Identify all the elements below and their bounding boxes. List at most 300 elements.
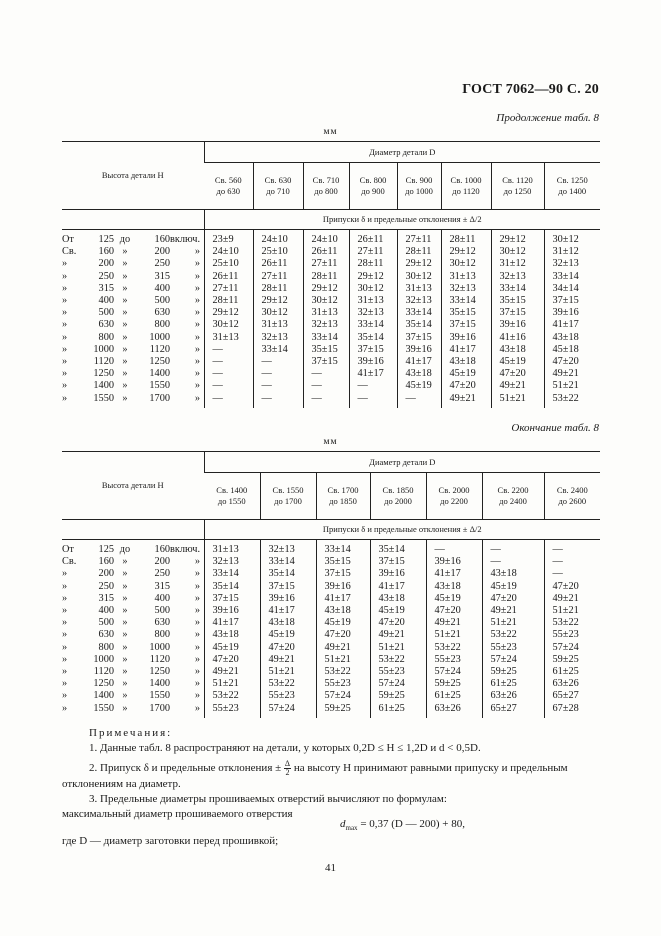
table-cell: 32±13 xyxy=(491,271,544,283)
row-label-part: » xyxy=(62,617,68,629)
table-cell: 61±25 xyxy=(370,703,426,718)
row-label-part: » xyxy=(122,258,128,270)
column-header xyxy=(370,473,426,520)
table-cell: — xyxy=(397,393,441,408)
table-row xyxy=(62,556,600,568)
table-cell: 55±23 xyxy=(260,690,316,702)
row-label-part: » xyxy=(194,629,200,641)
table-cell: 32±13 xyxy=(544,258,600,270)
row-label xyxy=(62,654,204,666)
column-header-to: до 1850 xyxy=(329,496,357,506)
row-label-part: 250 xyxy=(98,580,114,592)
table-row xyxy=(62,629,600,641)
column-header xyxy=(544,163,600,210)
formula xyxy=(340,818,465,832)
row-label-part: » xyxy=(62,307,68,319)
table-cell: 28±11 xyxy=(204,295,253,307)
column-header-from: Св. 1000 xyxy=(450,175,482,185)
row-label-part: 315 xyxy=(98,282,114,294)
table-cell: 30±12 xyxy=(349,283,397,295)
column-header xyxy=(544,473,600,520)
page-number: 41 xyxy=(325,862,336,874)
row-label xyxy=(62,642,204,654)
row-label xyxy=(62,593,204,605)
table-cell: 49±21 xyxy=(426,617,482,629)
row-label-part: » xyxy=(194,605,200,617)
row-label-part: 160 xyxy=(154,234,170,245)
table-cell: 41±17 xyxy=(397,356,441,368)
table-cell: 29±12 xyxy=(349,271,397,283)
table-cell: 27±11 xyxy=(397,230,441,247)
column-header xyxy=(204,163,253,210)
row-label-part: От xyxy=(62,544,74,555)
table-cell: 53±22 xyxy=(482,629,544,641)
table-cell: 31±13 xyxy=(349,295,397,307)
table-cell: 57±24 xyxy=(426,666,482,678)
column-header-from: Св. 1700 xyxy=(327,485,359,495)
table-cell: 30±12 xyxy=(397,271,441,283)
table-cell: 59±25 xyxy=(370,690,426,702)
table-cell: 41±17 xyxy=(316,593,370,605)
table-cell: 28±11 xyxy=(349,258,397,270)
table-row xyxy=(62,654,600,666)
table-row xyxy=(62,642,600,654)
table-cell: 47±20 xyxy=(426,605,482,617)
table-cell: 47±20 xyxy=(482,593,544,605)
table-cell: 61±25 xyxy=(482,678,544,690)
column-header xyxy=(482,473,544,520)
row-label-part: » xyxy=(122,666,128,678)
row-label-part: 1550 xyxy=(93,392,114,404)
table-cell: 27±11 xyxy=(303,258,349,270)
row-label-part: 200 xyxy=(154,556,170,568)
table-row xyxy=(62,690,600,702)
row-label-part: » xyxy=(194,258,200,270)
column-header-from: Св. 560 xyxy=(214,175,242,185)
row-label-part: 1250 xyxy=(93,368,114,380)
table-cell: 41±17 xyxy=(260,605,316,617)
table-cell: 41±17 xyxy=(349,368,397,380)
table-cell: 43±18 xyxy=(544,332,600,344)
row-label-part: 200 xyxy=(98,258,114,270)
table-cell: 59±25 xyxy=(316,703,370,718)
table-cell: 29±12 xyxy=(253,295,303,307)
row-label xyxy=(62,356,204,368)
table-cell: — xyxy=(204,356,253,368)
table-row xyxy=(62,617,600,629)
row-label-part: » xyxy=(194,641,200,653)
table-row xyxy=(62,605,600,617)
table-cell: — xyxy=(482,556,544,568)
row-label-part: » xyxy=(62,343,68,355)
table-cell: 24±10 xyxy=(303,230,349,247)
table-cell: — xyxy=(204,368,253,380)
row-label-part: 1250 xyxy=(149,666,170,678)
row-label-part: » xyxy=(62,580,68,592)
table-cell: 59±25 xyxy=(544,654,600,666)
table-row xyxy=(62,368,600,380)
row-label-part: 500 xyxy=(98,617,114,629)
row-label-part: 1000 xyxy=(93,343,114,355)
column-header-to: до 1700 xyxy=(274,496,302,506)
row-label-part: 1400 xyxy=(93,690,114,702)
table-cell: 29±12 xyxy=(397,258,441,270)
table2-units: мм xyxy=(323,437,338,447)
row-label-part: » xyxy=(62,295,68,307)
row-label xyxy=(62,703,204,718)
table-cell: — xyxy=(482,540,544,557)
row-label-part: 250 xyxy=(154,568,170,580)
table-cell: 35±15 xyxy=(491,295,544,307)
table-cell: 47±20 xyxy=(260,642,316,654)
column-header xyxy=(316,473,370,520)
row-label-part: 500 xyxy=(154,295,170,307)
table-cell: 41±17 xyxy=(370,581,426,593)
row-label-part: » xyxy=(194,702,200,714)
table-cell: 49±21 xyxy=(204,666,260,678)
table-cell: 37±15 xyxy=(303,356,349,368)
row-label-part: » xyxy=(122,270,128,282)
row-label-part: до xyxy=(119,234,131,245)
row-label-part: » xyxy=(194,282,200,294)
row-label-part: » xyxy=(194,356,200,368)
table-cell: 51±21 xyxy=(544,380,600,392)
column-header-to: до 2000 xyxy=(384,496,412,506)
column-header-from: Св. 1250 xyxy=(556,175,588,185)
row-label-part: 1400 xyxy=(149,368,170,380)
row-label-part: » xyxy=(194,392,200,404)
table-cell: 43±18 xyxy=(370,593,426,605)
table-cell: — xyxy=(253,356,303,368)
table-cell: 35±14 xyxy=(370,540,426,557)
table-cell: — xyxy=(349,380,397,392)
row-label-part: » xyxy=(62,666,68,678)
table-cell: 33±14 xyxy=(441,295,491,307)
column-header-to: до 800 xyxy=(314,186,338,196)
table-cell: 53±22 xyxy=(370,654,426,666)
row-label-part: 160 xyxy=(98,556,114,568)
table-row xyxy=(62,344,600,356)
table-cell: 53±22 xyxy=(204,690,260,702)
table1-units: мм xyxy=(323,127,338,137)
table-cell: 57±24 xyxy=(544,642,600,654)
table-cell: 47±20 xyxy=(544,356,600,368)
table-cell: 45±19 xyxy=(397,380,441,392)
note-1: 1. Данные табл. 8 распространяют на детали, у которых 0,2D ≤ H ≤ 1,2D и d < 0,5D. xyxy=(89,742,481,754)
row-label-part: » xyxy=(122,392,128,404)
row-label-part: 315 xyxy=(98,592,114,604)
table-cell: 45±19 xyxy=(316,617,370,629)
table-cell: 53±22 xyxy=(316,666,370,678)
table-row xyxy=(62,540,600,557)
row-label-part: 500 xyxy=(154,605,170,617)
row-label-part: 800 xyxy=(154,629,170,641)
table-cell: — xyxy=(349,393,397,408)
table-cell: — xyxy=(544,568,600,580)
row-label-part: » xyxy=(62,368,68,380)
table-row xyxy=(62,230,600,247)
row-label-part: 125 xyxy=(98,544,114,555)
table-cell: 33±14 xyxy=(397,307,441,319)
table1-height-header xyxy=(62,142,204,210)
formula-var: d xyxy=(340,818,346,830)
column-header-from: Св. 1850 xyxy=(382,485,414,495)
row-label-part: 400 xyxy=(154,282,170,294)
table-cell: 41±17 xyxy=(544,319,600,331)
table-row xyxy=(62,593,600,605)
table-cell: 37±15 xyxy=(441,319,491,331)
table-row xyxy=(62,356,600,368)
row-label-part: 160 xyxy=(154,544,170,555)
table-cell: 26±11 xyxy=(204,271,253,283)
table-cell: 59±25 xyxy=(482,666,544,678)
table-cell: 39±16 xyxy=(260,593,316,605)
row-label-part: » xyxy=(122,295,128,307)
table-row xyxy=(62,246,600,258)
row-label xyxy=(62,230,204,247)
row-label-part: 800 xyxy=(154,319,170,331)
table-cell: — xyxy=(303,393,349,408)
table-cell: 24±10 xyxy=(253,230,303,247)
table-cell: 29±12 xyxy=(204,307,253,319)
table-row xyxy=(62,295,600,307)
row-label-part: 1700 xyxy=(149,702,170,714)
row-label xyxy=(62,581,204,593)
row-label xyxy=(62,568,204,580)
table-cell: 65±27 xyxy=(482,703,544,718)
table-cell: 33±14 xyxy=(316,540,370,557)
table-cell: 55±23 xyxy=(204,703,260,718)
row-label-part: » xyxy=(122,592,128,604)
column-header xyxy=(253,163,303,210)
note-3: 3. Предельные диаметры прошиваемых отверстий вычисляют по формулам: xyxy=(89,793,447,805)
row-label-part: » xyxy=(194,307,200,319)
table-cell: 31±12 xyxy=(491,258,544,270)
row-label xyxy=(62,332,204,344)
note-2 xyxy=(89,760,568,777)
table-cell: — xyxy=(303,368,349,380)
table-cell: 45±19 xyxy=(482,581,544,593)
column-header xyxy=(441,163,491,210)
row-label-part: » xyxy=(122,629,128,641)
row-label-part: 1550 xyxy=(149,690,170,702)
table-cell: 31±13 xyxy=(204,540,260,557)
table-cell: 27±11 xyxy=(204,283,253,295)
row-label-part: » xyxy=(194,568,200,580)
row-label-part: » xyxy=(194,368,200,380)
row-label xyxy=(62,258,204,270)
row-label-part: 1120 xyxy=(93,666,114,678)
table-cell: 30±12 xyxy=(253,307,303,319)
row-label-part: » xyxy=(194,617,200,629)
table-cell: 43±18 xyxy=(426,581,482,593)
table-cell: 31±13 xyxy=(303,307,349,319)
table-cell: 53±22 xyxy=(426,642,482,654)
table-cell: 32±13 xyxy=(441,283,491,295)
table-cell: 43±18 xyxy=(482,568,544,580)
table-cell: — xyxy=(204,380,253,392)
table1-allow-spacer xyxy=(62,210,204,230)
table-cell: 53±22 xyxy=(544,393,600,408)
table-row xyxy=(62,332,600,344)
row-label-part: 400 xyxy=(98,605,114,617)
table-cell: 37±15 xyxy=(397,332,441,344)
note-2-pre: 2. Припуск δ и предельные отклонения ± xyxy=(89,762,282,775)
table-cell: 63±26 xyxy=(426,703,482,718)
table-cell: 31±13 xyxy=(253,319,303,331)
column-header-to: до 2600 xyxy=(558,496,587,506)
row-label xyxy=(62,283,204,295)
table-cell: 39±16 xyxy=(397,344,441,356)
column-header xyxy=(303,163,349,210)
column-header-from: Св. 1120 xyxy=(502,175,533,185)
row-label xyxy=(62,556,204,568)
row-label-part: 250 xyxy=(154,258,170,270)
row-label-part: » xyxy=(62,641,68,653)
row-label xyxy=(62,246,204,258)
table-cell: 51±21 xyxy=(204,678,260,690)
table2-height-label: Высота детали H xyxy=(101,480,164,490)
row-label-part: » xyxy=(62,605,68,617)
note-2-frac-top: Δ xyxy=(284,759,291,768)
table-cell: 49±21 xyxy=(441,393,491,408)
note-3-where: где D — диаметр заготовки перед прошивкой; xyxy=(62,835,279,847)
table-cell: 27±11 xyxy=(253,271,303,283)
row-label-part: » xyxy=(62,270,68,282)
row-label-part: 1000 xyxy=(149,331,170,343)
table2-caption: Окончание табл. 8 xyxy=(511,422,599,434)
table-cell: 43±18 xyxy=(316,605,370,617)
row-label-part: » xyxy=(122,246,128,258)
table-row xyxy=(62,703,600,718)
table-cell: 25±10 xyxy=(253,246,303,258)
table-cell: 32±13 xyxy=(397,295,441,307)
row-label-part: » xyxy=(62,331,68,343)
row-label-part: » xyxy=(122,368,128,380)
table-row xyxy=(62,258,600,270)
table-cell: 27±11 xyxy=(349,246,397,258)
column-header xyxy=(397,163,441,210)
table-cell: 49±21 xyxy=(260,654,316,666)
table-cell: 37±15 xyxy=(349,344,397,356)
row-label-part: 800 xyxy=(98,641,114,653)
table-cell: 63±26 xyxy=(482,690,544,702)
row-label-part: » xyxy=(194,380,200,392)
table-cell: 49±21 xyxy=(491,380,544,392)
row-label-part: до xyxy=(119,544,131,555)
row-label-part: » xyxy=(62,653,68,665)
table1 xyxy=(62,141,600,408)
table-cell: 31±12 xyxy=(544,246,600,258)
row-label-part: » xyxy=(194,592,200,604)
row-label-part: Св. xyxy=(62,246,77,258)
table-cell: 33±14 xyxy=(204,568,260,580)
table-cell: 51±21 xyxy=(544,605,600,617)
table-cell: — xyxy=(204,393,253,408)
table-cell: 33±14 xyxy=(544,271,600,283)
table2-body xyxy=(62,540,600,718)
table-cell: 47±20 xyxy=(370,617,426,629)
table-cell: 35±15 xyxy=(303,344,349,356)
row-label-part: » xyxy=(122,653,128,665)
row-label xyxy=(62,295,204,307)
row-label-part: » xyxy=(122,678,128,690)
row-label-part: » xyxy=(62,678,68,690)
table-cell: 45±19 xyxy=(426,593,482,605)
table-cell: 26±11 xyxy=(349,230,397,247)
table-cell: 47±20 xyxy=(204,654,260,666)
row-label-part: » xyxy=(194,295,200,307)
row-label-part: » xyxy=(62,258,68,270)
row-label-part: 500 xyxy=(98,307,114,319)
row-label xyxy=(62,368,204,380)
row-label-part: » xyxy=(62,380,68,392)
row-label-part: включ. xyxy=(170,544,201,555)
row-label xyxy=(62,271,204,283)
row-label-part: » xyxy=(194,331,200,343)
table-cell: 28±11 xyxy=(303,271,349,283)
note-2-continued: отклонениям на диаметр. xyxy=(62,778,181,790)
row-label-part: » xyxy=(62,356,68,368)
row-label-part: 400 xyxy=(154,592,170,604)
table-cell: 33±14 xyxy=(303,332,349,344)
table-cell: 45±19 xyxy=(204,642,260,654)
row-label-part: 1400 xyxy=(149,678,170,690)
row-label-part: 1000 xyxy=(93,653,114,665)
table-row xyxy=(62,271,600,283)
row-label-part: 1250 xyxy=(93,678,114,690)
formula-sub: max xyxy=(345,824,358,833)
row-label-part: » xyxy=(194,666,200,678)
column-header-from: Св. 2400 xyxy=(556,485,588,495)
row-label-part: » xyxy=(194,690,200,702)
row-label-part: » xyxy=(62,592,68,604)
row-label xyxy=(62,678,204,690)
table-cell: 32±13 xyxy=(253,332,303,344)
note-2-post: на высоту H принимают равными припуску и предельным xyxy=(293,762,568,775)
column-header xyxy=(426,473,482,520)
table-cell: 55±23 xyxy=(426,654,482,666)
note-2-fraction xyxy=(284,760,291,777)
row-label-part: » xyxy=(122,617,128,629)
row-label-part: 630 xyxy=(98,629,114,641)
row-label-part: » xyxy=(122,690,128,702)
table-cell: — xyxy=(544,540,600,557)
table-cell: 32±13 xyxy=(260,540,316,557)
table-cell: 55±23 xyxy=(482,642,544,654)
table-cell: 45±19 xyxy=(441,368,491,380)
row-label-part: 1250 xyxy=(149,356,170,368)
table-cell: 35±14 xyxy=(397,319,441,331)
row-label xyxy=(62,629,204,641)
table-cell: 25±10 xyxy=(204,258,253,270)
table2-height-header xyxy=(62,452,204,520)
table-cell: 65±27 xyxy=(544,690,600,702)
table-cell: 57±24 xyxy=(316,690,370,702)
table-cell: 35±15 xyxy=(316,556,370,568)
row-label-part: 315 xyxy=(154,580,170,592)
column-header-to: до 2200 xyxy=(440,496,468,506)
row-label xyxy=(62,690,204,702)
table-cell: 31±13 xyxy=(397,283,441,295)
row-label xyxy=(62,540,204,557)
table-cell: 37±15 xyxy=(204,593,260,605)
row-label xyxy=(62,307,204,319)
table-row xyxy=(62,666,600,678)
table-cell: 61±25 xyxy=(426,690,482,702)
table-cell: 26±11 xyxy=(303,246,349,258)
table-cell: 55±23 xyxy=(316,678,370,690)
